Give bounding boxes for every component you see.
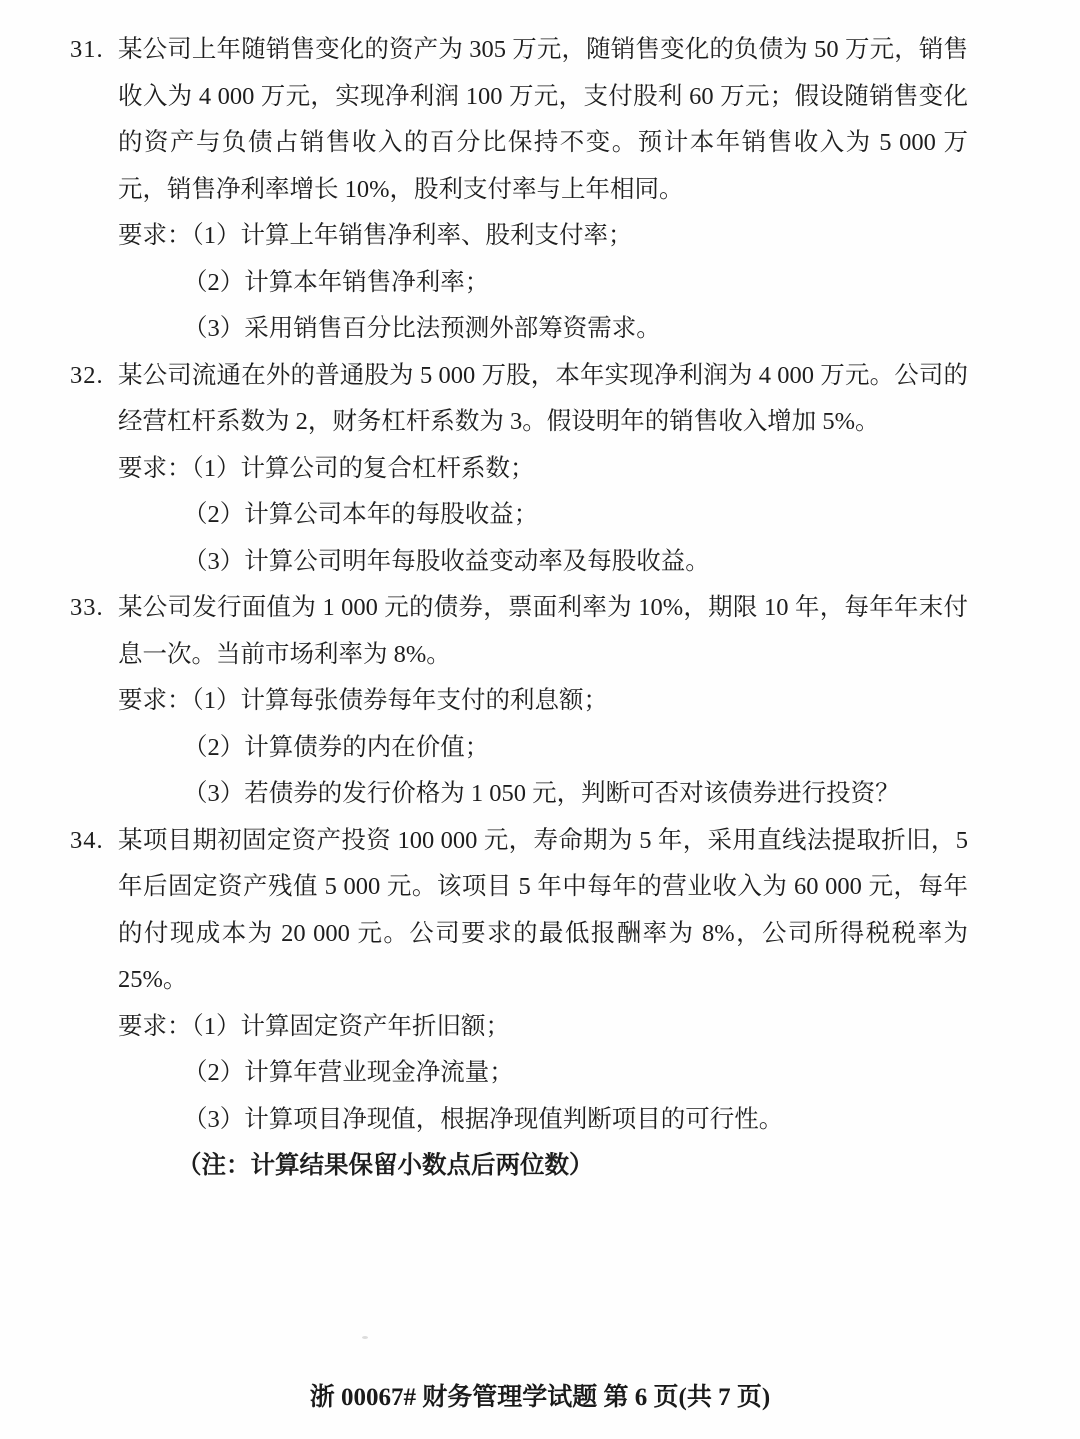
requirement-item: （1）计算上年销售净利率、股利支付率； bbox=[191, 222, 633, 249]
requirements-line bbox=[118, 213, 968, 260]
requirements-line bbox=[118, 1004, 968, 1051]
question-number: 33. bbox=[70, 594, 104, 621]
question-number: 32. bbox=[70, 361, 104, 389]
requirement-item: （3）计算项目净现值，根据净现值判断项目的可行性。 bbox=[183, 1105, 784, 1133]
requirement-item: （1）计算公司的复合杠杆系数； bbox=[191, 454, 535, 482]
scan-artifact bbox=[362, 1336, 368, 1339]
requirement-item: （3）若债券的发行价格为 1 050 元，判断可否对该债券进行投资？ bbox=[183, 780, 900, 807]
requirement-item: （1）计算固定资产年折旧额； bbox=[191, 1012, 510, 1040]
question-34 bbox=[70, 818, 968, 1190]
requirement-item: （3）采用销售百分比法预测外部筹资需求。 bbox=[183, 315, 661, 342]
requirement-item: （2）计算本年销售净利率； bbox=[183, 268, 490, 296]
requirements-label: 要求： bbox=[118, 1012, 192, 1040]
requirements-label: 要求： bbox=[118, 222, 192, 249]
requirements-line bbox=[118, 678, 968, 725]
question-number: 34. bbox=[70, 826, 104, 854]
question-31 bbox=[70, 27, 968, 353]
question-33 bbox=[70, 585, 968, 818]
requirements-label: 要求： bbox=[118, 687, 192, 714]
question-body: 某公司上年随销售变化的资产为 305 万元，随销售变化的负债为 50 万元，销售收入为 4 000 万元，实现净利润 100 万元，支付股利 60 万元；假设随销售变化的资产与负债占销售收入的百分比保持不变。预计本年销售收入为 5 000 万元，销售净利率增长 10%，股利支付率与上年相同。 bbox=[118, 36, 968, 203]
requirement-item: （2）计算年营业现金净流量； bbox=[183, 1059, 514, 1086]
question-number: 31. bbox=[70, 36, 104, 63]
requirement-item: （2）计算公司本年的每股收益； bbox=[183, 501, 539, 528]
question-body: 某公司流通在外的普通股为 5 000 万股，本年实现净利润为 4 000 万元。公司的经营杠杆系数为 2，财务杠杆系数为 3。假设明年的销售收入增加 5%。 bbox=[118, 361, 968, 435]
question-body: 某项目期初固定资产投资 100 000 元，寿命期为 5 年，采用直线法提取折旧，5 年后固定资产残值 5 000 元。该项目 5 年中每年的营业收入为 60 000 元，每年的付现成本为 20 000 元。公司要求的最低报酬率为 8%，公司所得税税率为 25%。 bbox=[118, 826, 968, 993]
rounding-note: （注：计算结果保留小数点后两位数） bbox=[177, 1152, 594, 1179]
page-footer: 浙 00067# 财务管理学试题 第 6 页(共 7 页) bbox=[309, 1384, 771, 1411]
requirements-label: 要求： bbox=[118, 454, 192, 482]
requirement-item: （3）计算公司明年每股收益变动率及每股收益。 bbox=[183, 547, 710, 575]
question-body: 某公司发行面值为 1 000 元的债券，票面利率为 10%，期限 10 年，每年年末付息一次。当前市场利率为 8%。 bbox=[118, 594, 968, 668]
requirement-item: （2）计算债券的内在价值； bbox=[183, 733, 490, 761]
question-32 bbox=[70, 353, 968, 586]
requirements-line bbox=[118, 446, 968, 493]
requirement-item: （1）计算每张债券每年支付的利息额； bbox=[191, 687, 608, 714]
